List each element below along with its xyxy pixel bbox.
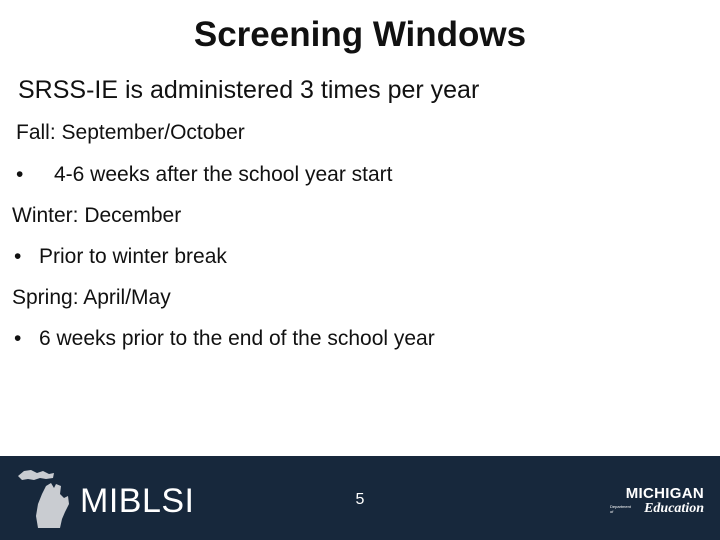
intro-text: SRSS-IE is administered 3 times per year (18, 76, 480, 104)
fall-bullet-text: 4-6 weeks after the school year start (54, 163, 393, 186)
spring-bullet-text: 6 weeks prior to the end of the school year (39, 327, 435, 350)
michigan-map-icon (16, 466, 72, 528)
fall-heading (16, 122, 245, 143)
bullet-marker: • (14, 245, 22, 268)
footer-bar (0, 456, 720, 540)
spring-heading-text: Spring: April/May (12, 286, 171, 309)
intro-line (18, 78, 479, 103)
spring-bullet (14, 328, 435, 349)
michigan-education-logo (608, 476, 704, 524)
fall-heading-text: Fall: September/October (16, 121, 245, 144)
fall-bullet (16, 164, 393, 185)
miblsi-logo (16, 466, 206, 530)
winter-bullet-text: Prior to winter break (39, 245, 227, 268)
winter-heading (12, 205, 181, 226)
bullet-marker: • (16, 163, 24, 186)
winter-heading-text: Winter: December (12, 204, 182, 227)
brand-name: MIBLSI (80, 482, 195, 520)
bullet-marker: • (14, 327, 22, 350)
winter-bullet (14, 246, 227, 267)
slide-title: Screening Windows (193, 15, 527, 54)
dept-small-text: Department of (610, 504, 631, 514)
dept-sub: Education (644, 501, 704, 516)
dept-name: MICHIGAN (625, 485, 704, 502)
spring-heading (12, 287, 171, 308)
page-number: 5 (355, 491, 365, 508)
